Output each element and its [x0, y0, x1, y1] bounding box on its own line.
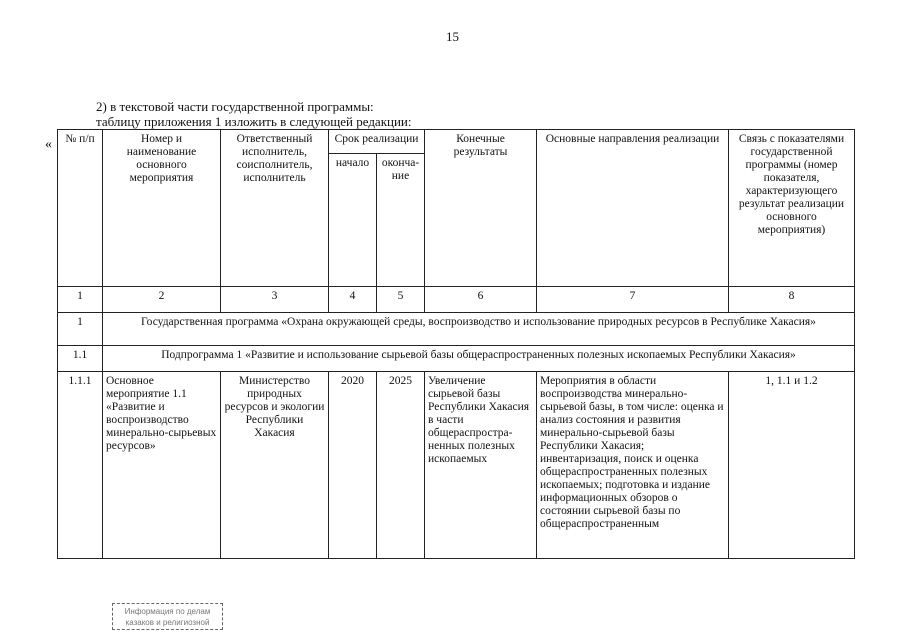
intro-line-1: 2) в текстовой части государственной программы:	[96, 99, 374, 114]
row-start: 2020	[329, 372, 377, 559]
stamp	[112, 603, 223, 630]
stamp-line-2: казаков и религиозной	[125, 618, 210, 627]
row-name: Основное мероприятие 1.1 «Развитие и воспроизводство минерально-сырьевых ресурсов»	[103, 372, 221, 559]
row-directions: Мероприятия в области воспроизводства минерально-сырьевой базы, в том числе: оценка и анализ состояния и развития минерально-сырьевой базы Республики Хакасия; инвентаризация, поиск и оценка общераспространенных полезных ископаемых; подготовка и издание информационных обзоров о состоянии сырьевой базы по общераспространенным	[537, 372, 729, 559]
program-row	[58, 313, 855, 346]
column-number: 4	[329, 287, 377, 313]
stamp-line-1: Информация по делам	[124, 607, 211, 616]
header-indicators: Связь с показателями государственной программы (номер показателя, характеризующего результат реализации основного мероприятия)	[729, 130, 855, 287]
intro-line-2: таблицу приложения 1 изложить в следующей редакции:	[96, 114, 412, 129]
column-number: 2	[103, 287, 221, 313]
row-num: 1.1.1	[58, 372, 103, 559]
opening-quote: «	[45, 137, 52, 152]
subprogram-row	[58, 346, 855, 372]
row-end: 2025	[377, 372, 425, 559]
column-number: 7	[537, 287, 729, 313]
page-number: 15	[446, 29, 459, 44]
subprogram-title: Подпрограмма 1 «Развитие и использование сырьевой базы общераспространенных полезных ископаемых Республики Хакасия»	[103, 346, 855, 372]
column-number-row	[58, 287, 855, 313]
subprogram-num: 1.1	[58, 346, 103, 372]
column-number: 8	[729, 287, 855, 313]
measures-table	[57, 129, 855, 559]
column-number: 1	[58, 287, 103, 313]
header-num: № п/п	[58, 130, 103, 287]
program-num: 1	[58, 313, 103, 346]
header-start: начало	[329, 154, 377, 287]
row-executor: Министерство природных ресурсов и экологии Республики Хакасия	[221, 372, 329, 559]
program-title: Государственная программа «Охрана окружающей среды, воспроизводство и использование природных ресурсов в Республике Хакасия»	[103, 313, 855, 346]
header-end: оконча-ние	[377, 154, 425, 287]
header-results: Конечные результаты	[425, 130, 537, 287]
header-name: Номер и наименование основного мероприятия	[103, 130, 221, 287]
column-number: 6	[425, 287, 537, 313]
table-row	[58, 372, 855, 559]
header-row	[58, 130, 855, 154]
row-indicators: 1, 1.1 и 1.2	[729, 372, 855, 559]
header-directions: Основные направления реализации	[537, 130, 729, 287]
column-number: 5	[377, 287, 425, 313]
header-executor: Ответственный исполнитель, соисполнитель, исполнитель	[221, 130, 329, 287]
row-results: Увеличение сырьевой базы Республики Хакасия в части общераспростра-ненных полезных ископаемых	[425, 372, 537, 559]
intro-text	[96, 99, 412, 129]
column-number: 3	[221, 287, 329, 313]
header-period: Срок реализации	[329, 130, 425, 154]
